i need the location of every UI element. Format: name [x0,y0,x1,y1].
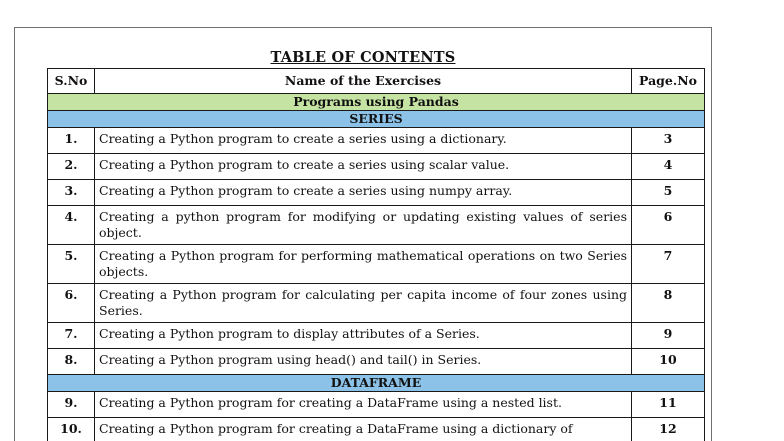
header-name: Name of the Exercises [95,69,632,94]
row-number: 6. [48,284,95,323]
table-row [48,245,705,284]
row-number: 4. [48,206,95,245]
section-row-series [48,111,705,128]
table-row [48,154,705,180]
row-page-number: 3 [632,128,705,154]
row-page-number: 5 [632,180,705,206]
document-page [14,27,712,441]
row-number: 8. [48,349,95,375]
row-exercise-name: Creating a Python program for creating a DataFrame using a nested list. [95,392,632,418]
table-row [48,349,705,375]
section-label: Programs using Pandas [48,94,705,111]
row-page-number: 6 [632,206,705,245]
section-label: SERIES [48,111,705,128]
section-row-pandas [48,94,705,111]
row-number: 2. [48,154,95,180]
row-exercise-name: Creating a Python program to create a series using numpy array. [95,180,632,206]
row-exercise-name: Creating a Python program using head() and tail() in Series. [95,349,632,375]
row-page-number: 7 [632,245,705,284]
row-page-number: 9 [632,323,705,349]
toc-table [47,68,705,441]
row-exercise-name: Creating a Python program to display attributes of a Series. [95,323,632,349]
row-page-number: 11 [632,392,705,418]
table-row [48,418,705,441]
row-number: 1. [48,128,95,154]
row-exercise-name: Creating a python program for modifying or updating existing values of series object. [95,206,632,245]
row-number: 7. [48,323,95,349]
row-number: 10. [48,418,95,441]
section-row-dataframe [48,375,705,392]
row-page-number: 4 [632,154,705,180]
row-number: 5. [48,245,95,284]
toc-title: TABLE OF CONTENTS [270,49,456,66]
row-page-number: 8 [632,284,705,323]
header-page: Page.No [632,69,705,94]
row-exercise-name: Creating a Python program for performing mathematical operations on two Series objects. [95,245,632,284]
table-row [48,284,705,323]
row-exercise-name: Creating a Python program for creating a DataFrame using a dictionary of [95,418,632,441]
row-number: 9. [48,392,95,418]
table-row [48,323,705,349]
row-page-number: 10 [632,349,705,375]
row-exercise-name: Creating a Python program to create a series using a dictionary. [95,128,632,154]
row-exercise-name: Creating a Python program for calculating per capita income of four zones using Series. [95,284,632,323]
header-sno: S.No [48,69,95,94]
table-row [48,128,705,154]
row-page-number: 12 [632,418,705,441]
section-label: DATAFRAME [48,375,705,392]
row-exercise-name: Creating a Python program to create a series using scalar value. [95,154,632,180]
table-row [48,180,705,206]
table-header-row [48,69,705,94]
table-row [48,392,705,418]
row-number: 3. [48,180,95,206]
table-row [48,206,705,245]
